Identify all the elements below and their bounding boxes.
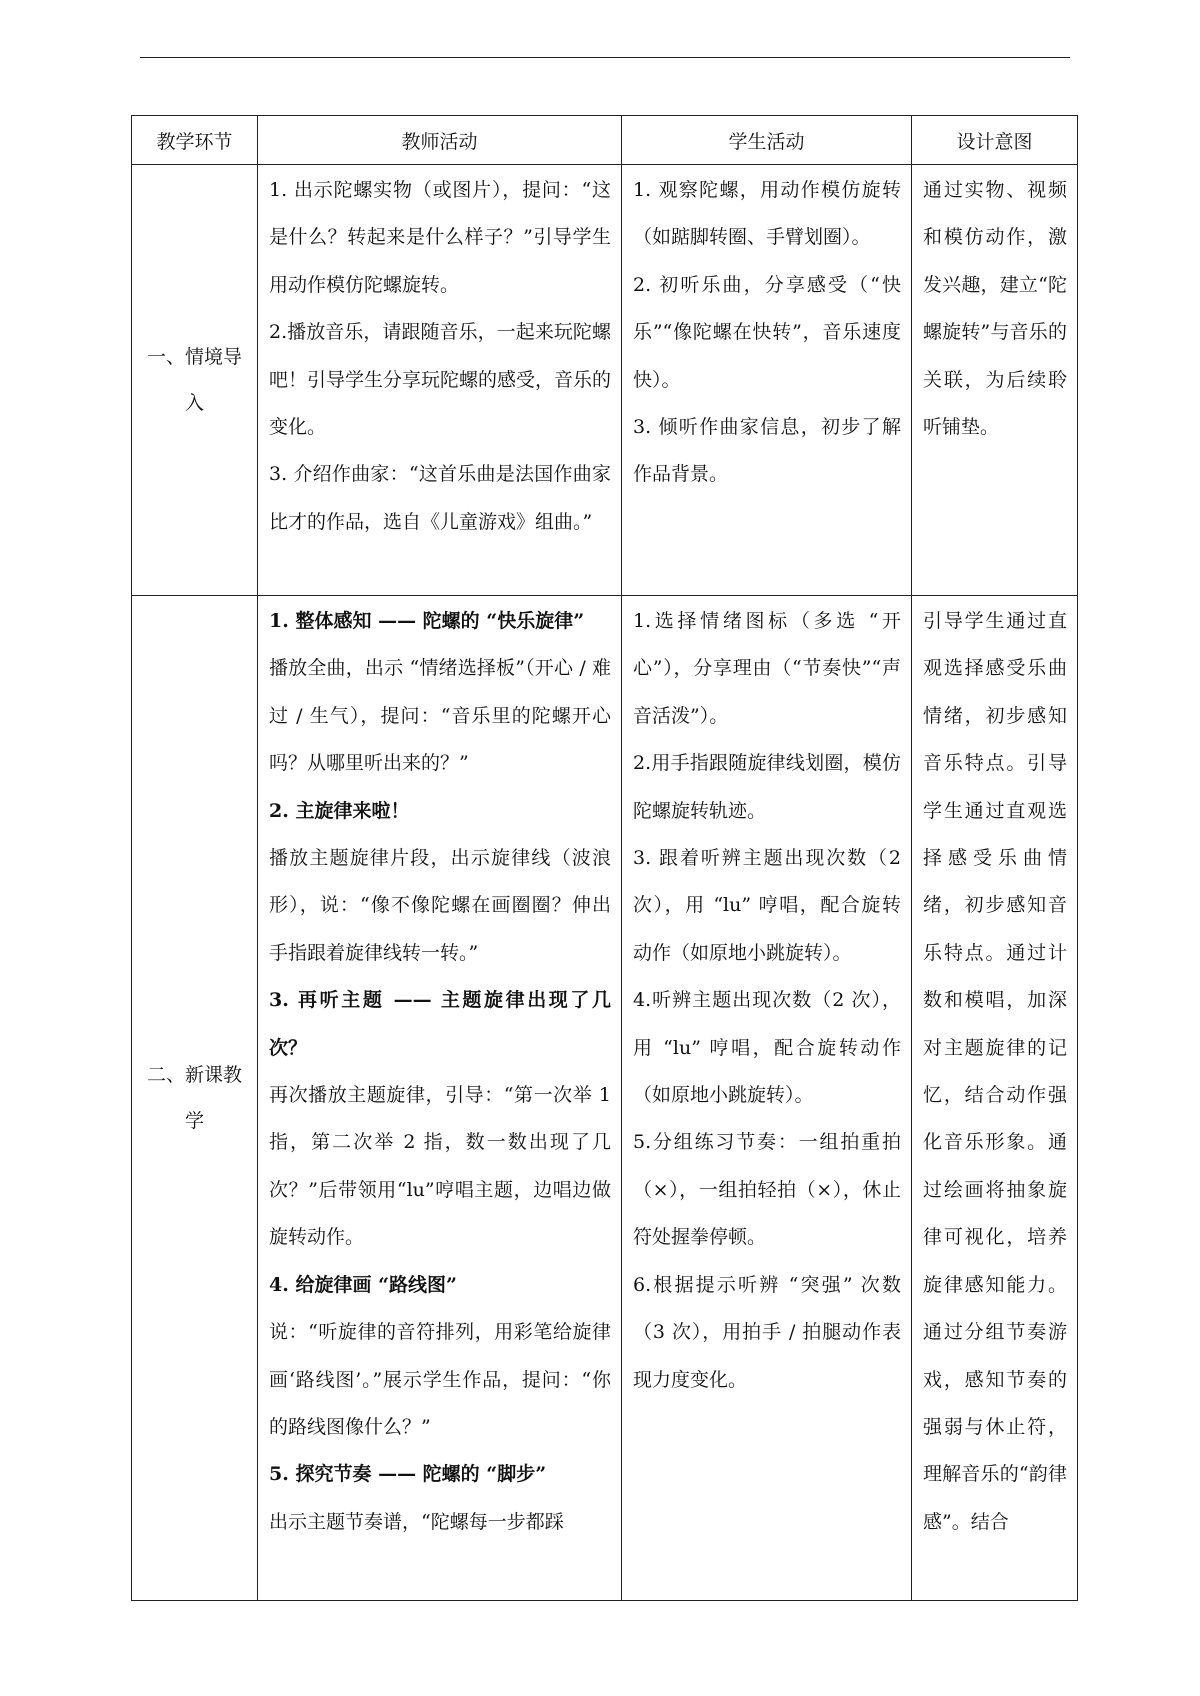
- header-student-activity: 学生活动: [622, 116, 912, 165]
- table-row: [132, 165, 1078, 596]
- student-step: 2. 初听乐曲，分享感受（“快乐”“像陀螺在快转”，音乐速度快）。: [633, 273, 901, 391]
- stage-cell: 二、新课教学: [132, 596, 258, 1601]
- teacher-step-heading: 2. 主旋律来啦！: [269, 799, 410, 822]
- student-step: 3. 倾听作曲家信息，初步了解作品背景。: [633, 416, 901, 486]
- table-row: [132, 596, 1078, 1601]
- teacher-step-heading: 4. 给旋律画 “路线图”: [269, 1273, 457, 1296]
- student-step: 3. 跟着听辨主题出现次数（2 次），用 “lu” 哼唱，配合旋转动作（如原地小跳旋转）。: [633, 847, 901, 964]
- student-step: 1. 观察陀螺，用动作模仿旋转（如踮脚转圈、手臂划圈）。: [633, 179, 901, 249]
- teacher-step-heading: 1. 整体感知 —— 陀螺的 “快乐旋律”: [269, 610, 585, 632]
- teacher-step: 2.播放音乐，请跟随音乐，一起来玩陀螺吧！引导学生分享玩陀螺的感受，音乐的变化。: [269, 321, 612, 439]
- lesson-plan-table: [131, 115, 1078, 1601]
- student-step: 4.听辨主题出现次数（2 次），用 “lu” 哼唱，配合旋转动作（如原地小跳旋转）。: [633, 989, 901, 1107]
- design-intent-text: 引导学生通过直观选择感受乐曲情绪，初步感知音乐特点。引导学生通过直观选择感受乐曲情绪，初步感知音乐特点。通过计数和模唱，加深对主题旋律的记忆，结合动作强化音乐形象。通过绘画将抽象旋律可视化，培养旋律感知能力。通过分组节奏游戏，感知节奏的强弱与休止符，理解音乐的“韵律感”。结合: [923, 610, 1067, 1533]
- stage-cell: 一、情境导入: [132, 165, 258, 596]
- teacher-activity-cell: [258, 596, 622, 1601]
- student-step: 1.选择情绪图标（多选 “开心”），分享理由（“节奏快”“声音活泼”）。: [633, 610, 901, 727]
- design-intent-cell: [912, 165, 1078, 596]
- teacher-activity-cell: [258, 165, 622, 596]
- table-header-row: [132, 116, 1078, 165]
- header-teacher-activity: 教师活动: [258, 116, 622, 165]
- teacher-step: 再次播放主题旋律，引导：“第一次举 1 指，第二次举 2 指，数一数出现了几次？”后带领用“lu”哼唱主题，边唱边做旋转动作。: [269, 1084, 611, 1249]
- teacher-step-heading: 5. 探究节奏 —— 陀螺的 “脚步”: [269, 1463, 547, 1486]
- student-activity-cell: [622, 165, 912, 596]
- page-top-rule: [140, 57, 1070, 58]
- design-intent-text: 通过实物、视频和模仿动作，激发兴趣，建立“陀螺旋转”与音乐的关联，为后续聆听铺垫。: [923, 179, 1067, 439]
- design-intent-cell: [912, 596, 1078, 1601]
- header-stage: 教学环节: [132, 116, 258, 165]
- teacher-step: 说：“听旋律的音符排列，用彩笔给旋律画‘路线图’。”展示学生作品，提问：“你的路线图像什么？”: [269, 1321, 611, 1438]
- teacher-step: 出示主题节奏谱，“陀螺每一步都踩: [269, 1510, 564, 1533]
- student-activity-cell: [622, 596, 912, 1601]
- teacher-step: 1. 出示陀螺实物（或图片），提问：“这是什么？转起来是什么样子？”引导学生用动作模仿陀螺旋转。: [269, 179, 611, 296]
- student-step: 6.根据提示听辨 “突强” 次数（3 次），用拍手 / 拍腿动作表现力度变化。: [633, 1273, 901, 1391]
- teacher-step-heading: 3. 再听主题 —— 主题旋律出现了几次？: [269, 989, 611, 1059]
- student-step: 2.用手指跟随旋律线划圈，模仿陀螺旋转轨迹。: [633, 752, 901, 822]
- teacher-step: 播放全曲，出示 “情绪选择板”（开心 / 难过 / 生气），提问：“音乐里的陀螺开心吗？从哪里听出来的？”: [269, 657, 611, 775]
- teacher-step: 播放主题旋律片段，出示旋律线（波浪形），说：“像不像陀螺在画圈圈？伸出手指跟着旋律线转一转。”: [269, 847, 611, 964]
- teacher-step: 3. 介绍作曲家：“这首乐曲是法国作曲家比才的作品，选自《儿童游戏》组曲。”: [269, 463, 611, 533]
- student-step: 5.分组练习节奏：一组拍重拍（×），一组拍轻拍（×），休止符处握拳停顿。: [633, 1131, 901, 1249]
- header-design-intent: 设计意图: [912, 116, 1078, 165]
